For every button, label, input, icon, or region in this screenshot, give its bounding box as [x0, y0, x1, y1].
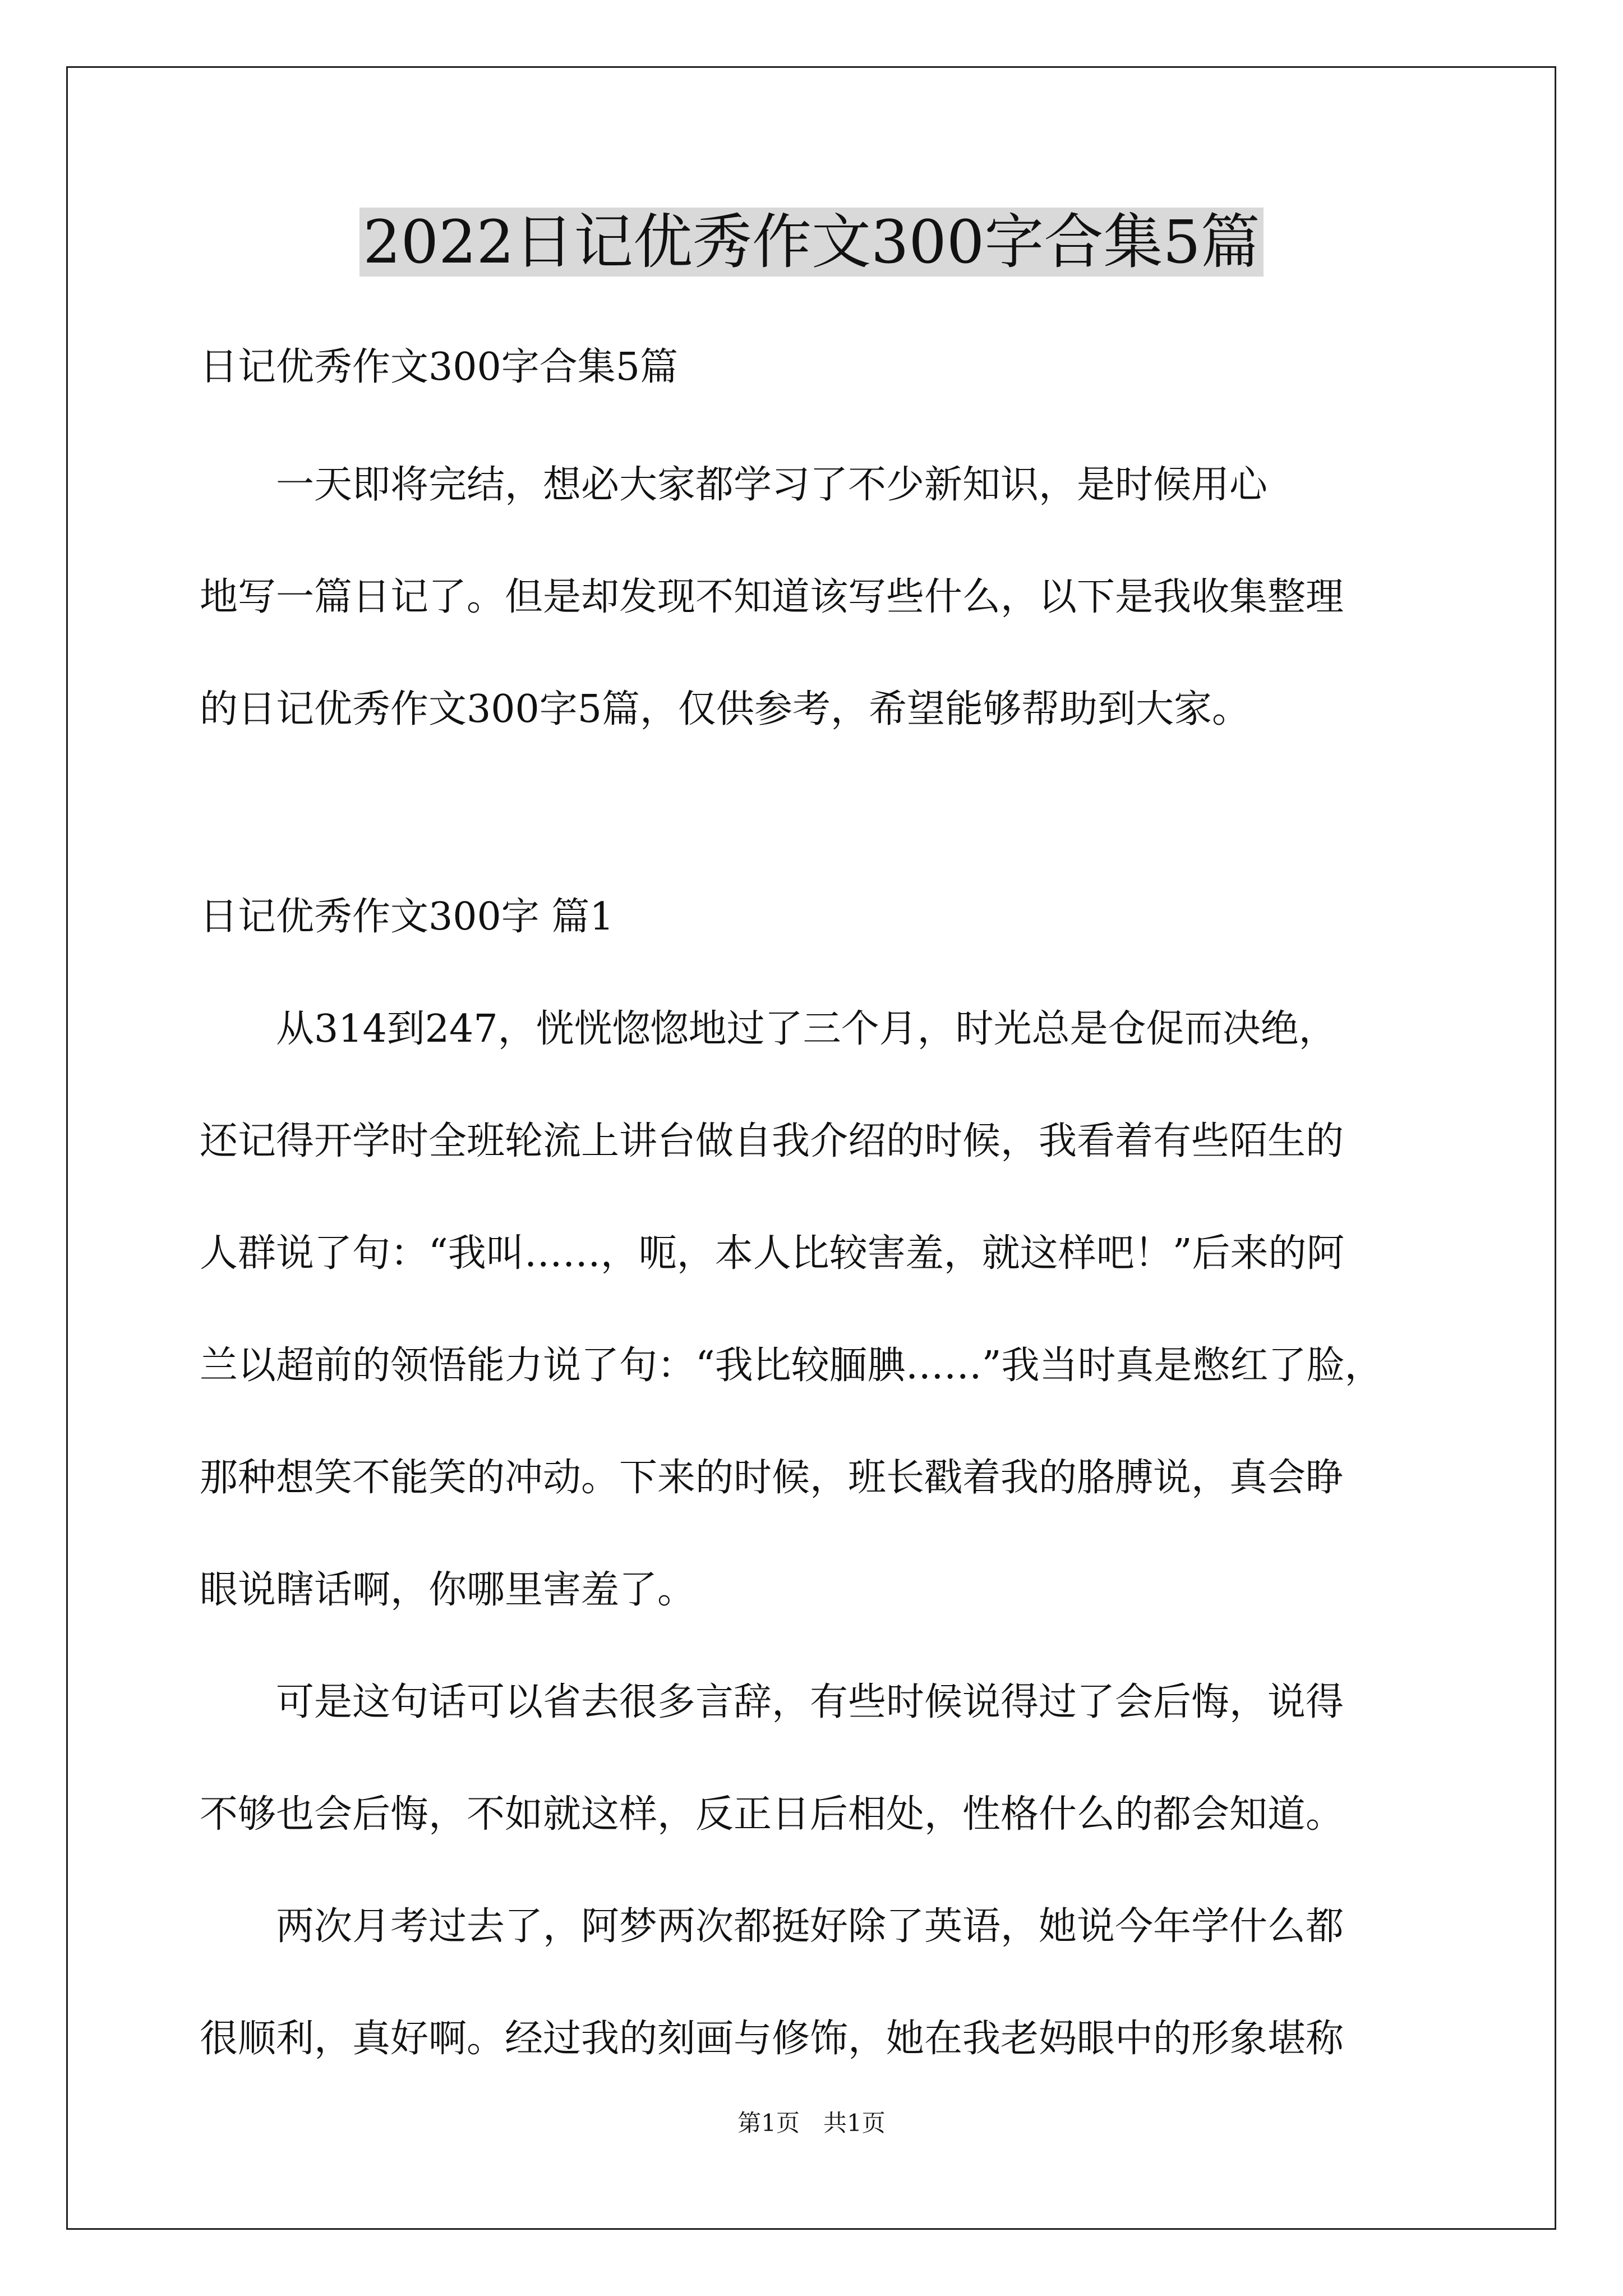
paragraph-line: 兰以超前的领悟能力说了句：“我比较腼腆……”我当时真是憋红了脸， — [200, 1343, 1383, 1388]
paragraph-line: 不够也会后悔，不如就这样，反正日后相处，性格什么的都会知道。 — [200, 1792, 1344, 1837]
paragraph-line: 从314到247，恍恍惚惚地过了三个月，时光总是仓促而决绝， — [200, 1007, 1337, 1051]
paragraph-line: 那种想笑不能笑的冲动。下来的时候，班长戳着我的胳膊说，真会睁 — [200, 1456, 1344, 1500]
paragraph-line: 一天即将完结，想必大家都学习了不少新知识，是时候用心 — [200, 463, 1268, 507]
section-heading: 日记优秀作文300字 篇1 — [200, 895, 614, 939]
title-text: 2022日记优秀作文300字合集5篇 — [359, 208, 1264, 277]
paragraph-line: 眼说瞎话啊，你哪里害羞了。 — [200, 1568, 696, 1612]
paragraph-line: 很顺利，真好啊。经过我的刻画与修饰，她在我老妈眼中的形象堪称 — [200, 2017, 1344, 2061]
paragraph-line: 还记得开学时全班轮流上讲台做自我介绍的时候，我看着有些陌生的 — [200, 1119, 1344, 1163]
document-title — [0, 203, 1623, 282]
paragraph-line: 地写一篇日记了。但是却发现不知道该写些什么，以下是我收集整理 — [200, 575, 1344, 619]
page-footer: 第1页 共1页 — [737, 2109, 886, 2137]
paragraph-line: 可是这句话可以省去很多言辞，有些时候说得过了会后悔，说得 — [200, 1680, 1344, 1724]
paragraph-line: 人群说了句：“我叫……，呃，本人比较害羞，就这样吧！”后来的阿 — [200, 1231, 1345, 1276]
subtitle-line: 日记优秀作文300字合集5篇 — [200, 345, 679, 389]
paragraph-line: 的日记优秀作文300字5篇，仅供参考，希望能够帮助到大家。 — [200, 687, 1251, 731]
paragraph-line: 两次月考过去了，阿梦两次都挺好除了英语，她说今年学什么都 — [200, 1904, 1344, 1949]
